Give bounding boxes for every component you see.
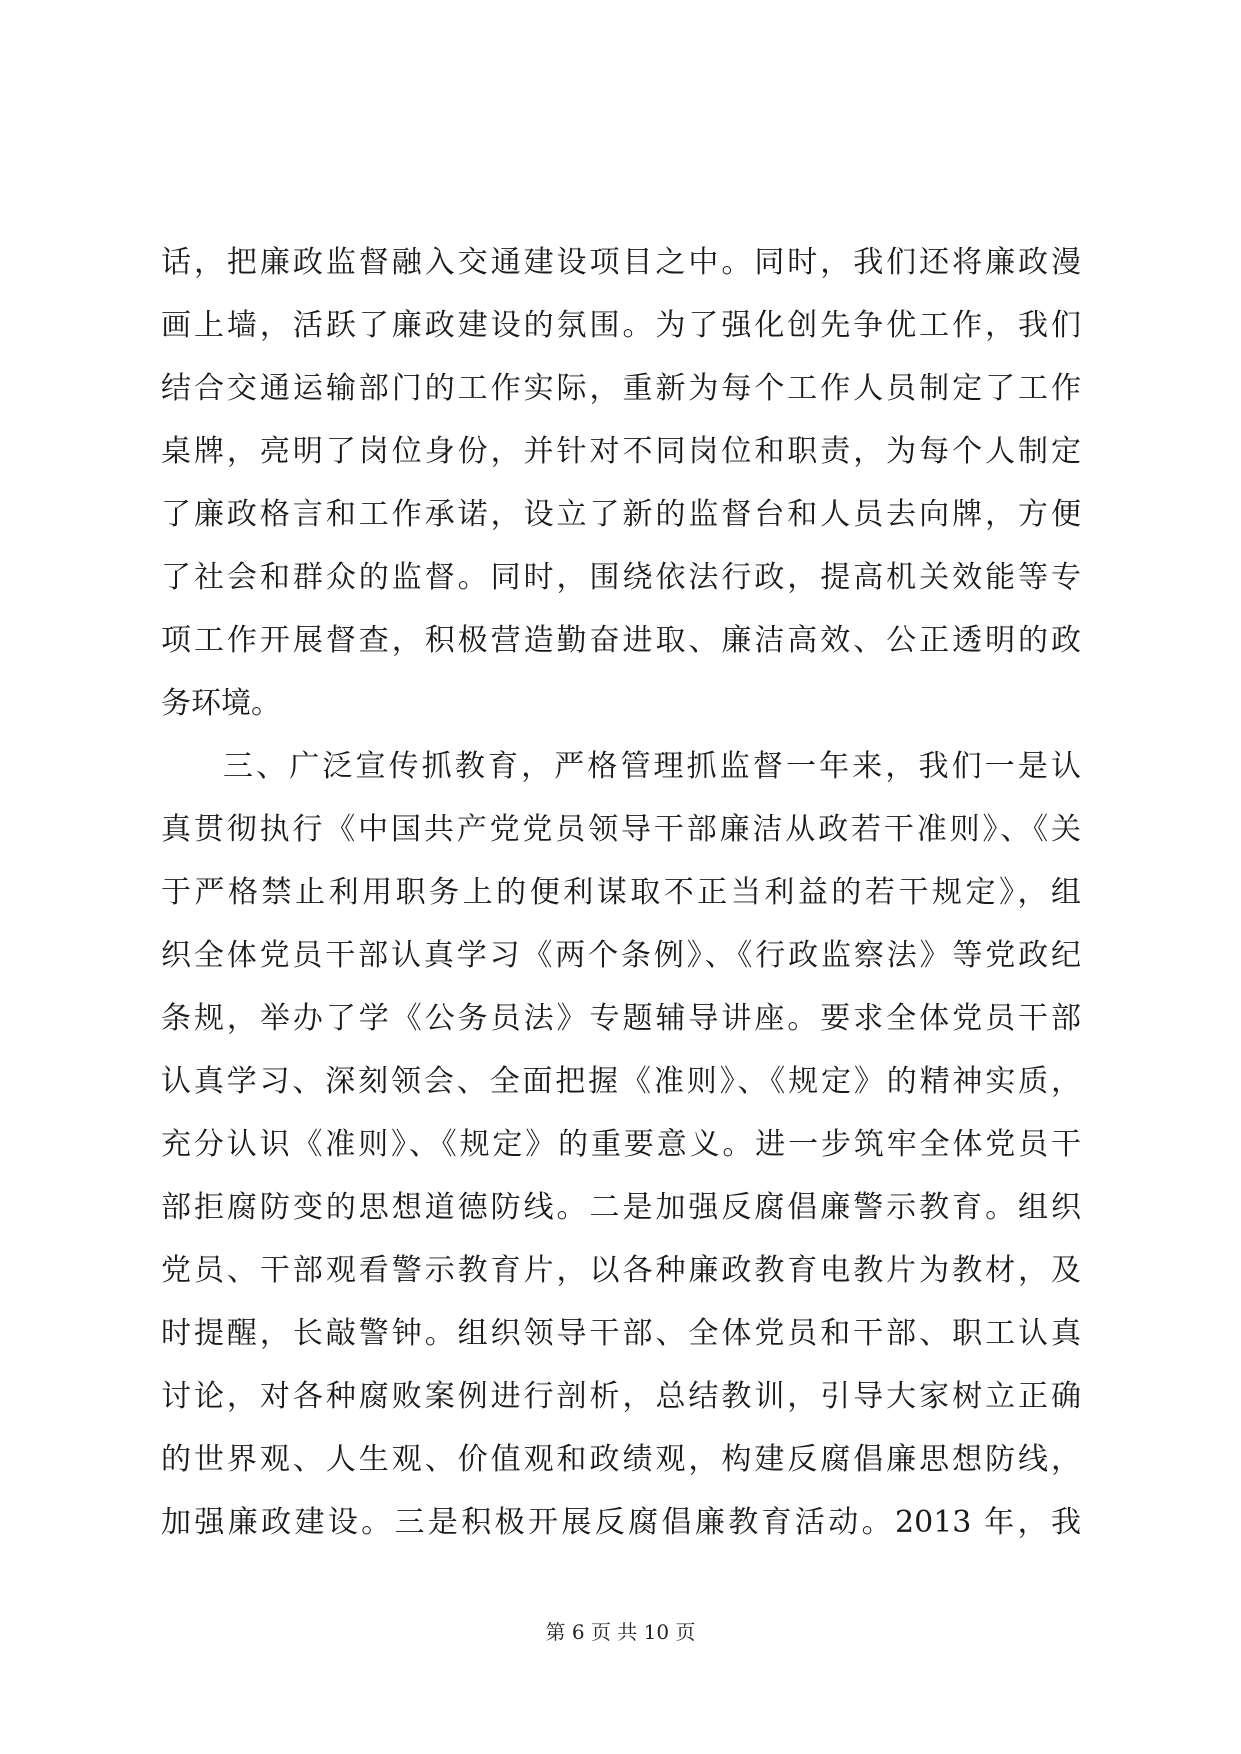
text-line: 时提醒，长敲警钟。组织领导干部、全体党员和干部、职工认真 xyxy=(161,1316,1081,1351)
page-number-footer: 第 6 页 共 10 页 xyxy=(545,1620,696,1644)
paragraph-2 xyxy=(161,735,1081,1554)
text-line: 织全体党员干部认真学习《两个条例》、《行政监察法》等党政纪 xyxy=(161,938,1081,973)
text-line: 三、广泛宣传抓教育，严格管理抓监督一年来，我们一是认 xyxy=(223,749,1081,784)
text-line: 了社会和群众的监督。同时，围绕依法行政，提高机关效能等专 xyxy=(161,560,1081,595)
text-line: 真贯彻执行《中国共产党党员领导干部廉洁从政若干准则》、《关 xyxy=(161,812,1081,847)
text-line: 讨论，对各种腐败案例进行剖析，总结教训，引导大家树立正确 xyxy=(161,1379,1081,1414)
text-line: 认真学习、深刻领会、全面把握《准则》、《规定》的精神实质， xyxy=(161,1064,1081,1099)
text-line: 的世界观、人生观、价值观和政绩观，构建反腐倡廉思想防线， xyxy=(161,1442,1081,1477)
text-line: 部拒腐防变的思想道德防线。二是加强反腐倡廉警示教育。组织 xyxy=(161,1190,1081,1225)
text-line: 务环境。 xyxy=(161,686,281,721)
text-line: 话，把廉政监督融入交通建设项目之中。同时，我们还将廉政漫 xyxy=(161,245,1081,280)
text-line: 充分认识《准则》、《规定》的重要意义。进一步筑牢全体党员干 xyxy=(161,1127,1081,1162)
text-line: 于严格禁止利用职务上的便利谋取不正当利益的若干规定》，组 xyxy=(161,875,1081,910)
text-line: 项工作开展督查，积极营造勤奋进取、廉洁高效、公正透明的政 xyxy=(161,623,1081,658)
text-line: 结合交通运输部门的工作实际，重新为每个工作人员制定了工作 xyxy=(161,371,1081,406)
paragraph-1 xyxy=(161,231,1081,735)
text-line: 加强廉政建设。三是积极开展反腐倡廉教育活动。2013 年，我 xyxy=(161,1505,1081,1540)
text-line: 了廉政格言和工作承诺，设立了新的监督台和人员去向牌，方便 xyxy=(161,497,1081,532)
text-line: 桌牌，亮明了岗位身份，并针对不同岗位和职责，为每个人制定 xyxy=(161,434,1081,469)
body-text xyxy=(161,231,1081,1554)
text-line: 画上墙，活跃了廉政建设的氛围。为了强化创先争优工作，我们 xyxy=(161,308,1081,343)
text-line: 条规，举办了学《公务员法》专题辅导讲座。要求全体党员干部 xyxy=(161,1001,1081,1036)
text-line: 党员、干部观看警示教育片，以各种廉政教育电教片为教材，及 xyxy=(161,1253,1081,1288)
